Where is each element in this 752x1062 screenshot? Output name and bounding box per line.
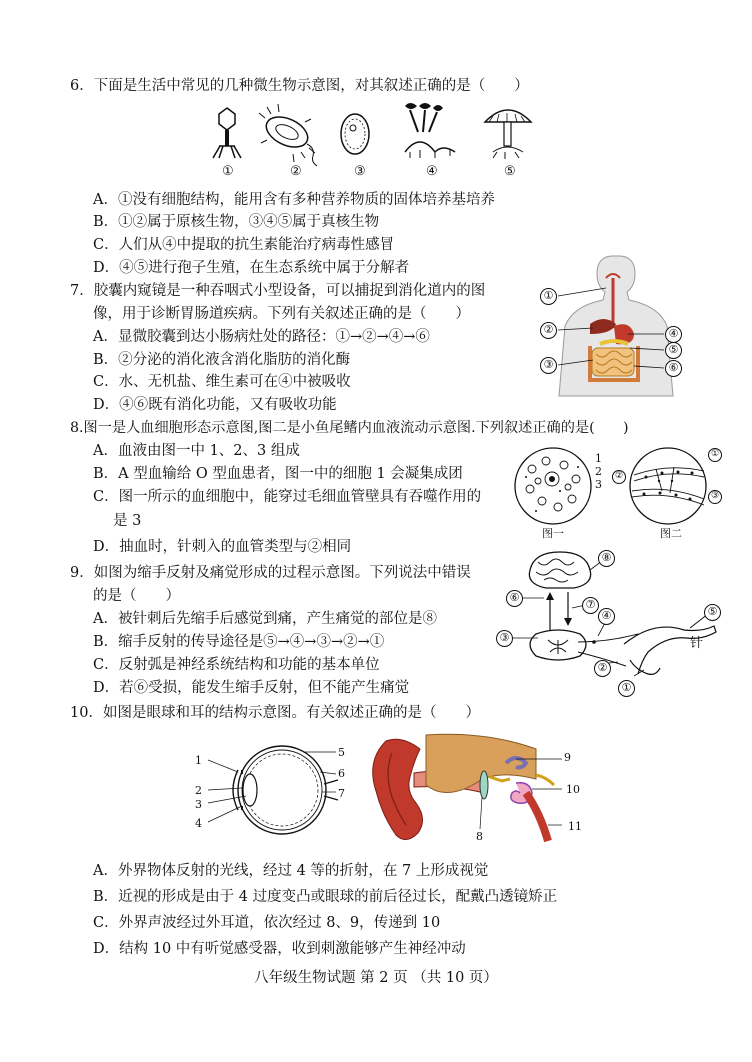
q10-option-d: D．结构 10 中有听觉感受器，收到刺激能够产生神经冲动 bbox=[93, 941, 466, 957]
q9-stem-line2: 的是（ ） bbox=[93, 588, 180, 604]
q6-label-4: ④ bbox=[426, 164, 438, 179]
mushroom-drawing bbox=[485, 110, 531, 159]
q10-option-b: B．近视的形成是由于 4 过度变凸或眼球的前后径过长，配戴凸透镜矫正 bbox=[93, 889, 558, 905]
virus-drawing bbox=[213, 108, 241, 158]
q10-eye-label-3: 3 bbox=[195, 798, 202, 811]
q6-label-3: ③ bbox=[354, 164, 366, 179]
q8-fig1-label-1: 1 bbox=[595, 452, 602, 465]
q6-option-a: A．①没有细胞结构，能用含有多种营养物质的固体培养基培养 bbox=[93, 192, 495, 208]
eyeball-figure bbox=[202, 740, 342, 840]
q10-ear-label-11: 11 bbox=[568, 820, 582, 833]
q10-ear-label-10: 10 bbox=[566, 783, 580, 796]
mold-drawing bbox=[405, 103, 455, 158]
q8-fig2-label-2: ② bbox=[612, 470, 626, 484]
q7-option-c: C．水、无机盐、维生素可在④中被吸收 bbox=[93, 374, 351, 390]
q8-option-d: D．抽血时，针刺入的血管类型与②相同 bbox=[93, 539, 352, 555]
q9-option-b: B．缩手反射的传导途径是⑤→④→③→②→① bbox=[93, 634, 385, 650]
q10-eye-label-5: 5 bbox=[338, 746, 345, 759]
q7-option-a: A．显微胶囊到达小肠病灶处的路径：①→②→④→⑥ bbox=[93, 329, 430, 345]
yeast-drawing bbox=[341, 114, 369, 154]
q10-ear-label-9: 9 bbox=[564, 751, 571, 764]
q8-stem: 8.图一是人血细胞形态示意图,图二是小鱼尾鳍内血液流动示意图.下列叙述正确的是( ) bbox=[70, 420, 629, 436]
ear-figure bbox=[366, 733, 566, 845]
q9-needle-label: 针 bbox=[690, 636, 704, 651]
q9-label-4: ④ bbox=[598, 608, 615, 625]
q9-label-7: ⑦ bbox=[582, 597, 599, 614]
q8-option-a: A．血液由图一中 1、2、3 组成 bbox=[93, 443, 300, 459]
q7-label-5: ⑤ bbox=[665, 342, 682, 359]
q8-option-b: B．A 型血输给 O 型血患者，图一中的细胞 1 会凝集成团 bbox=[93, 466, 463, 482]
q9-option-d: D．若⑥受损，能发生缩手反射，但不能产生痛觉 bbox=[93, 680, 410, 696]
q10-ear-label-8: 8 bbox=[476, 830, 483, 843]
q8-fig2-caption: 图二 bbox=[660, 527, 682, 540]
q9-label-6: ⑥ bbox=[506, 590, 523, 607]
q8-option-c-cont: 是 3 bbox=[113, 513, 142, 529]
q10-eye-label-6: 6 bbox=[338, 767, 345, 780]
q6-stem: 6．下面是生活中常见的几种微生物示意图，对其叙述正确的是（ ） bbox=[70, 78, 529, 94]
q9-stem-line1: 9．如图为缩手反射及痛觉形成的过程示意图。下列说法中错误 bbox=[70, 565, 471, 581]
fish-tail-blood-flow-figure bbox=[626, 445, 710, 527]
q10-option-a: A．外界物体反射的光线，经过 4 等的折射，在 7 上形成视觉 bbox=[93, 863, 489, 879]
q7-stem-line1: 7．胶囊内窥镜是一种吞咽式小型设备，可以捕捉到消化道内的图 bbox=[70, 283, 486, 299]
q7-option-d: D．④⑥既有消化功能，又有吸收功能 bbox=[93, 397, 337, 413]
q7-option-b: B．②分泌的消化液含消化脂肪的消化酶 bbox=[93, 352, 351, 368]
q7-label-4: ④ bbox=[665, 326, 682, 343]
q10-stem: 10．如图是眼球和耳的结构示意图。有关叙述正确的是（ ） bbox=[70, 705, 480, 721]
q7-stem-line2: 像，用于诊断胃肠道疾病。下列有关叙述正确的是（ ） bbox=[93, 306, 470, 322]
q6-option-c: C．人们从④中提取的抗生素能治疗病毒性感冒 bbox=[93, 237, 395, 253]
q7-label-6: ⑥ bbox=[665, 360, 682, 377]
digestive-system-figure bbox=[538, 248, 688, 406]
q6-microbe-figure bbox=[205, 100, 545, 170]
q6-option-b: B．①②属于原核生物，③④⑤属于真核生物 bbox=[93, 214, 380, 230]
q10-eye-label-4: 4 bbox=[195, 817, 202, 830]
q8-fig1-label-2: 2 bbox=[595, 465, 602, 478]
page-footer: 八年级生物试题 第 2 页 （共 10 页） bbox=[254, 970, 498, 986]
q8-fig2-label-1: ① bbox=[708, 448, 722, 462]
q9-option-a: A．被针刺后先缩手后感觉到痛，产生痛觉的部位是⑧ bbox=[93, 611, 437, 627]
q9-label-3: ③ bbox=[496, 630, 513, 647]
q6-label-1: ① bbox=[222, 164, 234, 179]
bacterium-drawing bbox=[259, 104, 317, 166]
q10-option-c: C．外界声波经过外耳道，依次经过 8、9，传递到 10 bbox=[93, 915, 441, 931]
q6-label-2: ② bbox=[290, 164, 302, 179]
q6-option-d: D．④⑤进行孢子生殖，在生态系统中属于分解者 bbox=[93, 260, 410, 276]
q6-label-5: ⑤ bbox=[504, 164, 516, 179]
q9-label-2: ② bbox=[594, 660, 611, 677]
q9-label-8: ⑧ bbox=[598, 550, 615, 567]
q8-fig1-caption: 图一 bbox=[542, 527, 564, 540]
q7-label-1: ① bbox=[540, 288, 557, 305]
q7-label-2: ② bbox=[540, 322, 557, 339]
blood-cell-figure bbox=[512, 445, 594, 527]
q10-eye-label-2: 2 bbox=[195, 784, 202, 797]
q10-eye-label-7: 7 bbox=[338, 787, 345, 800]
q7-label-3: ③ bbox=[540, 357, 557, 374]
q8-fig1-label-3: 3 bbox=[595, 478, 602, 491]
q8-option-c: C．图一所示的血细胞中，能穿过毛细血管壁具有吞噬作用的 bbox=[93, 489, 482, 505]
q9-label-1: ① bbox=[618, 680, 635, 697]
q10-eye-label-1: 1 bbox=[195, 754, 202, 767]
q8-fig2-label-3: ③ bbox=[708, 490, 722, 504]
q9-option-c: C．反射弧是神经系统结构和功能的基本单位 bbox=[93, 657, 380, 673]
q9-label-5: ⑤ bbox=[704, 604, 721, 621]
